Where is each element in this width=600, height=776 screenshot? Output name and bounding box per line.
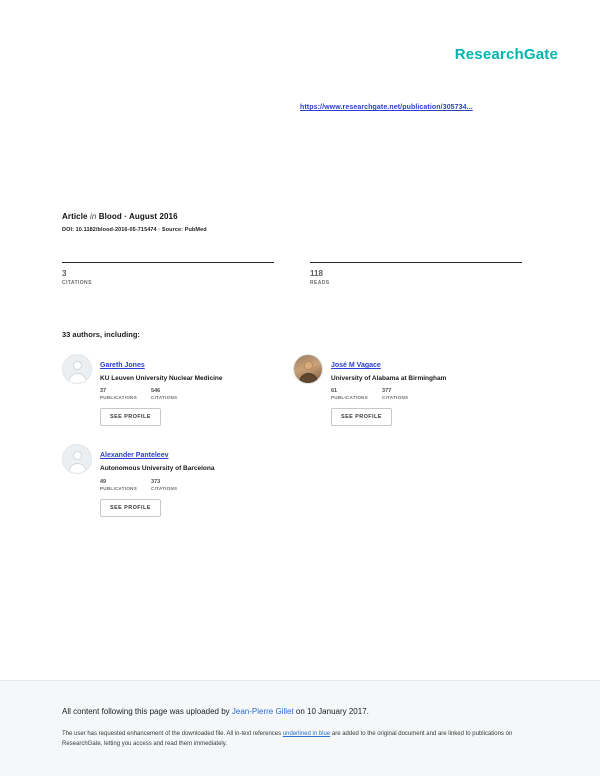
author-name-link[interactable]: Alexander Panteleev: [100, 452, 169, 460]
stat-label: READS: [310, 280, 330, 286]
stat-label: CITATIONS: [151, 485, 178, 491]
author-publications-stat: [331, 388, 368, 400]
stat-value: 61: [331, 388, 338, 395]
stat-label: PUBLICATIONS: [331, 395, 369, 401]
stat-divider: [310, 262, 522, 263]
author-publications-stat: [100, 388, 137, 400]
authors-section: [62, 354, 524, 535]
stat-value: 118: [310, 269, 323, 278]
stat-label: CITATIONS: [62, 280, 92, 286]
avatar-head-shape: [73, 361, 82, 370]
author-info: [100, 444, 293, 516]
author-stats: [100, 388, 293, 400]
author-name-link[interactable]: José M Vagace: [331, 362, 381, 369]
stat-citations: [62, 262, 274, 286]
stat-value: 37: [100, 388, 107, 395]
see-profile-button[interactable]: SEE PROFILE: [100, 408, 161, 426]
stat-reads: [310, 262, 522, 286]
author-affiliation: Autonomous University of Barcelona: [100, 465, 215, 473]
stat-value: 373: [151, 478, 161, 485]
article-journal-date: Blood · August 2016: [98, 212, 178, 221]
authors-heading: 33 authors, including:: [62, 330, 140, 339]
upload-line: [62, 707, 538, 716]
author-card: [62, 354, 293, 426]
article-meta: [62, 212, 522, 233]
note-part-2: are added to the original document: [330, 731, 425, 737]
upload-footer: [0, 680, 600, 776]
see-profile-button[interactable]: SEE PROFILE: [331, 408, 392, 426]
author-affiliation: KU Leuven University Nuclear Medicine: [100, 375, 223, 382]
avatar-body-shape: [68, 463, 87, 474]
author-card: [293, 354, 524, 426]
uploader-link[interactable]: Jean-Pierre Gillet: [231, 707, 294, 716]
stat-value: 546: [151, 388, 161, 395]
stat-value: 3: [62, 269, 67, 278]
article-type: Article: [62, 212, 88, 221]
avatar-head-shape: [73, 451, 82, 460]
stat-label: PUBLICATIONS: [100, 395, 138, 401]
author-stats: [100, 479, 293, 491]
enhancement-note: [62, 730, 532, 749]
avatar-body-shape: [299, 373, 318, 384]
author-citations-stat: [151, 388, 177, 400]
researchgate-logo: ResearchGate: [454, 46, 558, 63]
author-affiliation: University of Alabama at Birmingham: [331, 375, 447, 382]
article-in-word: in: [89, 212, 97, 221]
upload-suffix: on 10 January 2017.: [293, 707, 369, 716]
author-publications-stat: [100, 479, 137, 491]
author-citations-stat: [151, 479, 177, 491]
author-card: [62, 444, 293, 516]
stat-value: 377: [382, 388, 392, 395]
upload-prefix: All content following this page was uploaded by: [62, 707, 232, 716]
publication-url-link[interactable]: https://www.researchgate.net/publication/305734...: [300, 104, 473, 111]
placeholder-avatar-icon: [62, 354, 92, 384]
authors-grid: [62, 354, 524, 535]
stat-label: CITATIONS: [151, 395, 178, 401]
avatar-body-shape: [68, 373, 87, 384]
author-info: [100, 354, 293, 426]
placeholder-avatar-icon: [62, 444, 92, 474]
see-profile-button[interactable]: SEE PROFILE: [100, 499, 161, 517]
citation-read-stats: [62, 262, 522, 286]
article-type-line: [62, 212, 522, 221]
note-part-3: and are linked to publications on ResearchGate, letting you access and read them immediately.: [62, 731, 513, 747]
note-link: underlined in blue: [282, 731, 331, 737]
author-stats: [331, 388, 524, 400]
avatar-head-shape: [304, 361, 313, 370]
author-citations-stat: [382, 388, 408, 400]
article-doi-line: DOI: 10.1182/blood-2016-05-715474 · Source: PubMed: [62, 227, 207, 233]
stat-value: 49: [100, 478, 107, 485]
author-photo-avatar: [293, 354, 323, 384]
stat-label: CITATIONS: [382, 395, 409, 401]
note-part-1: The user has requested enhancement of the downloaded file. All in-text references: [62, 731, 283, 737]
stat-label: PUBLICATIONS: [100, 485, 138, 491]
author-info: [331, 354, 524, 426]
author-name-link[interactable]: Gareth Jones: [100, 362, 145, 369]
stat-divider: [62, 262, 274, 263]
